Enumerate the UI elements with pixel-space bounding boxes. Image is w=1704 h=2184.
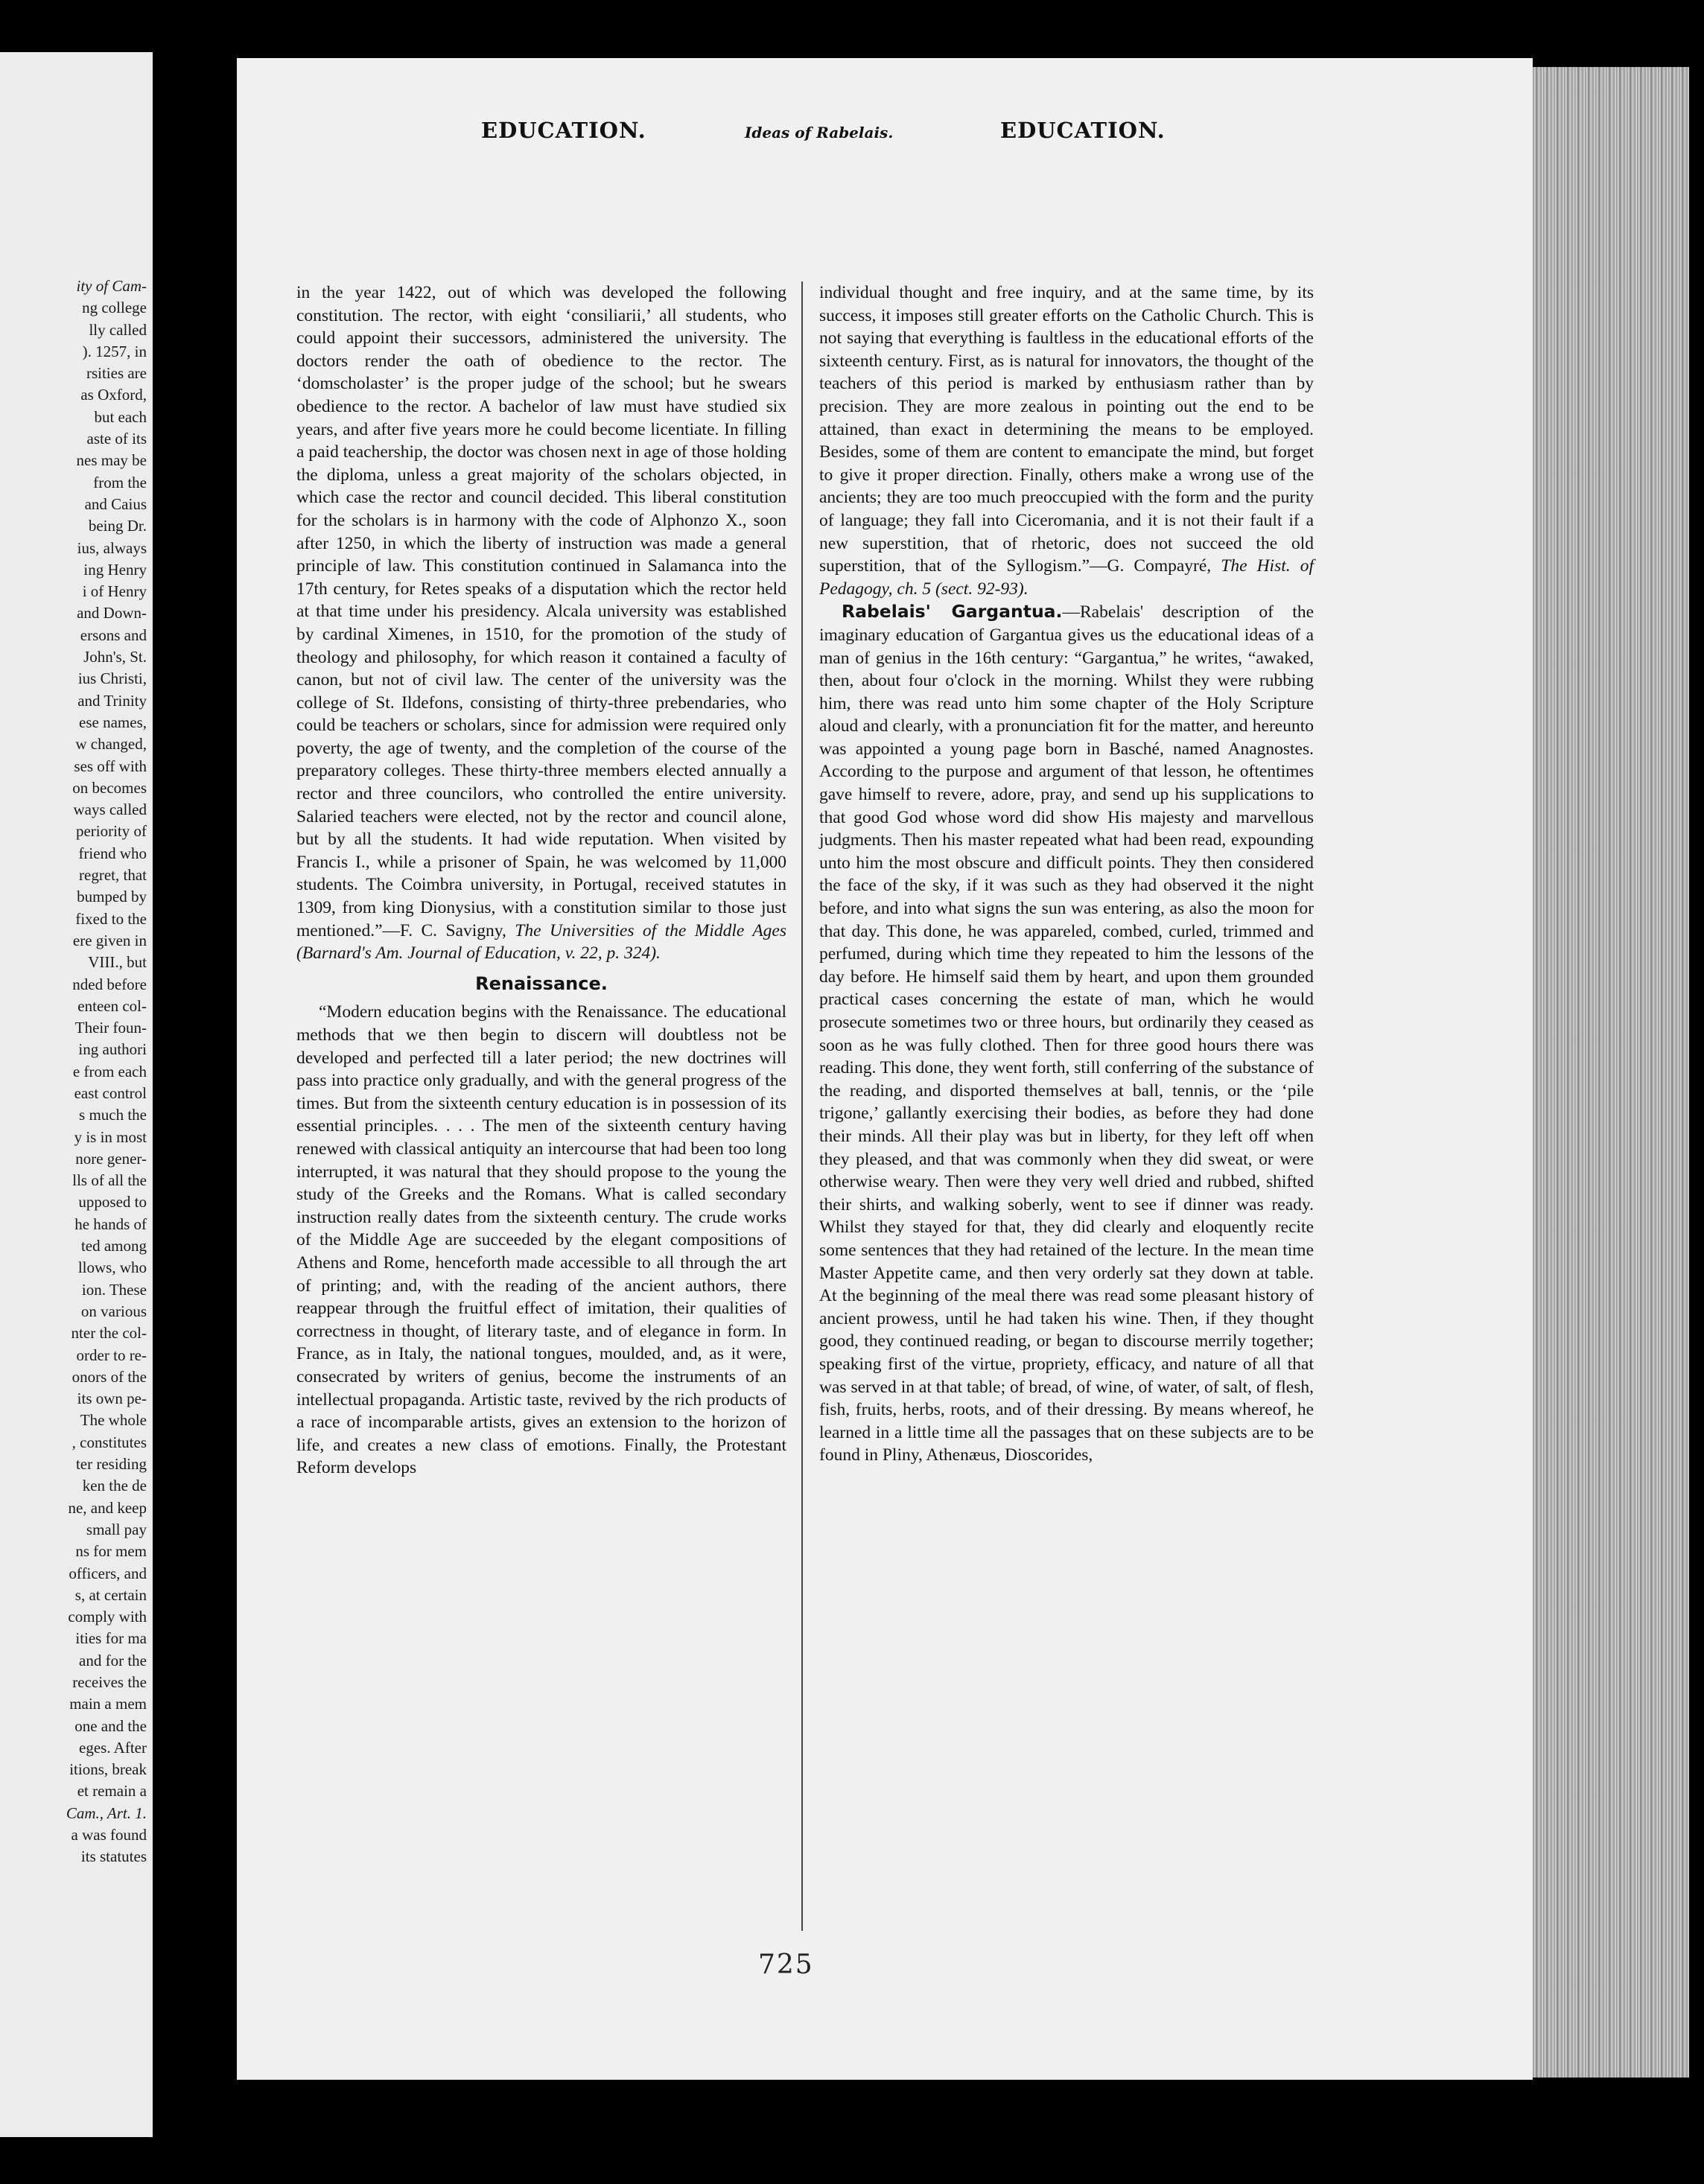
column-rule: [801, 281, 803, 1931]
paragraph-text: individual thought and free inquiry, and at the same time, by its success, it imposes still greater efforts on the Catholic Church. This is not saying that everything is faultless in the educational efforts of the sixteenth century. First, as is natural for innovators, the thought of the teachers of this period is marked by enthusiasm rather than by precision. They are more zealous in pointing out the end to be attained, than exact in determining the means to be employed. Besides, some of them are content to emancipate the mind, but forget to give it proper direction. Finally, others make a wrong use of the ancients; they are too much preoccupied with the form and the purity of language; they fall into Ciceromania, and it is not their fault if a new superstition, that of rhetoric, does not succeed the old superstition, that of the Syllogism.”—G. Compayré,: [819, 283, 1314, 576]
previous-page-line: ere given in: [72, 931, 147, 949]
previous-page-line: onors of the: [71, 1367, 147, 1386]
paragraph: [819, 281, 1314, 600]
previous-page-line: The whole: [80, 1411, 147, 1430]
citation: The Hist. of Pedagogy, ch. 5 (sect. 92-93).: [819, 556, 1314, 599]
paragraph: [296, 281, 786, 965]
previous-page-line: upposed to: [78, 1193, 147, 1212]
previous-page-line: east control: [74, 1083, 147, 1102]
previous-page-line: lls of all the: [72, 1171, 147, 1190]
previous-page-line: bumped by: [77, 888, 147, 906]
previous-page-text: [0, 276, 147, 1868]
previous-page-line: its statutes: [80, 1847, 147, 1866]
paragraph-text: —Rabelais' description of the imaginary education of Gargantua gives us the educational ideas of a man of genius in the 16th century: “Gargantua,” he writes, “awaked, then, about four o'clock in the morning. Whilst they were rubbing him, there was read unto him some chapter of the Holy Scripture aloud and clearly, with a pronunciation fit for the matter, and hereunto was appointed a young page born in Basché, named Anagnostes. According to the purpose and argument of that lesson, he oftentimes gave himself to revere, adore, pray, and send up his supplications to that good God whose word did show His majesty and marvellous judgments. Then his master repeated what had been read, expounding unto him the most obscure and difficult points. They then considered the face of the sky, if it was such as they had observed it the night before, and into what signs the sun was entering, as also the moon for that day. This done, he was appareled, combed, curled, trimmed and perfumed, during which time they repeated to him the lessons of the day before. He himself said them by heart, and upon them grounded practical cases concerning the estate of man, which he would prosecute sometimes two or three hours, but ordinarily they ceased as soon as he was fully clothed. Then for three good hours there was reading. This done, they went forth, still conferring of the substance of the reading, and disported themselves at ball, tennis, or the ‘pile trigone,’ gallantly exercising their bodies, as before they had done their minds. All their play was but in liberty, for they left off when they pleased, and that was commonly when they did sweat, or were otherwise weary. Then were they very well dried and rubbed, shifted their shirts, and walking soberly, went to see if dinner was ready. Whilst they stayed for that, they did clearly and eloquently recite some sentences that they had retained of the lecture. In the mean time Master Appetite came, and then very orderly sat they down at table. At the beginning of the meal there was read some pleasant history of ancient prowess, until he had taken his wine. Then, if they thought good, they continued reading, or began to discourse merrily together; speaking first of the virtue, propriety, efficacy, and nature of all that was served in at that table; of bread, of wine, of water, of salt, of flesh, fish, fruits, herbs, roots, and of their dressing. By means whereof, he learned in a little time all the passages that on these subjects are to be found in Pliny, Athenæus, Dioscorides,: [819, 602, 1314, 1465]
previous-page-line: ter residing: [75, 1455, 147, 1474]
previous-page-line: officers, and: [69, 1564, 147, 1582]
page-number: 725: [758, 1949, 814, 1980]
book-page: [237, 58, 1533, 2080]
previous-page-line: ing Henry: [83, 560, 147, 579]
previous-page-line: comply with: [68, 1608, 147, 1626]
previous-page-line: rsities are: [86, 364, 147, 383]
previous-page-line: ity of Cam-: [76, 277, 147, 295]
previous-page-line: ne, and keep: [68, 1498, 147, 1517]
previous-page-line: ion. These: [81, 1280, 147, 1299]
previous-page-line: ities for ma: [75, 1629, 147, 1648]
previous-page-line: ng college: [82, 299, 147, 317]
previous-page-line: small pay: [86, 1520, 147, 1538]
previous-page-line: nter the col-: [71, 1324, 147, 1343]
section-heading: Renaissance.: [475, 972, 608, 994]
previous-page-fragment: [0, 52, 153, 2137]
previous-page-line: nes may be: [76, 451, 147, 470]
previous-page-line: VIII., but: [88, 953, 147, 972]
previous-page-line: Their foun-: [74, 1019, 147, 1037]
previous-page-line: receives the: [72, 1673, 147, 1691]
previous-page-line: periority of: [75, 822, 147, 841]
previous-page-line: s much the: [79, 1106, 147, 1124]
previous-page-line: nded before: [72, 975, 147, 993]
previous-page-line: ius, always: [77, 538, 147, 557]
previous-page-line: and Trinity: [77, 691, 147, 710]
previous-page-line: w changed,: [75, 735, 147, 754]
previous-page-line: as Oxford,: [80, 386, 147, 404]
previous-page-line: and for the: [79, 1651, 147, 1669]
running-head-right: EDUCATION.: [1000, 118, 1166, 143]
previous-page-line: its own pe-: [77, 1389, 147, 1408]
previous-page-line: one and the: [74, 1716, 147, 1735]
citation: The Universities of the Middle Ages (Barnard's Am. Journal of Education, v. 22, p. 324).: [296, 920, 786, 964]
previous-page-line: ken the de: [82, 1477, 147, 1495]
previous-page-line: , constitutes: [71, 1433, 147, 1451]
paragraph: “Modern education begins with the Renaissance. The educational methods that we then begin to discern will doubtless not be developed and perfected till a later period; the new doctrines will pass into practice only gradually, and with the general progress of the times. But from the sixteenth century education is in possession of its essential principles. . . . The men of the sixteenth century having renewed with classical antiquity an intercourse that had been too long interrupted, it was natural that they should propose to the young the study of the Greeks and the Romans. What is called secondary instruction really dates from the sixteenth century. The crude works of the Middle Age are succeeded by the elegant compositions of Athens and Rome, henceforth made accessible to all through the art of printing; and, with the reading of the ancient authors, there reappear through the fruitful effect of imitation, their qualities of correctness in thought, of literary taste, and of elegance in form. In France, as in Italy, the national tongues, moulded, and, as it were, consecrated by writers of genius, become the instruments of an intellectual propaganda. Artistic taste, revived by the rich products of a race of incomparable artists, gives an extension to the horizon of life, and creates a new class of emotions. Finally, the Protestant Reform develops: [296, 1002, 786, 1478]
previous-page-line: ius Christi,: [77, 669, 147, 688]
text-column-right: [819, 281, 1314, 1467]
text-column-left: [296, 281, 786, 1480]
previous-page-line: y is in most: [74, 1127, 147, 1146]
previous-page-line: s, at certain: [74, 1585, 147, 1604]
previous-page-line: he hands of: [74, 1214, 147, 1233]
previous-page-line: e from each: [72, 1062, 147, 1080]
previous-page-line: John's, St.: [83, 648, 147, 666]
previous-page-line: ted among: [80, 1237, 147, 1255]
previous-page-line: on various: [80, 1302, 147, 1320]
previous-page-line: et remain a: [77, 1782, 147, 1801]
previous-page-line: main a mem: [69, 1695, 147, 1713]
previous-page-line: ses off with: [74, 757, 147, 775]
previous-page-line: lly called: [89, 320, 147, 339]
previous-page-line: being Dr.: [88, 517, 147, 535]
previous-page-line: nore gener-: [75, 1149, 147, 1168]
previous-page-line: enteen col-: [77, 996, 147, 1015]
previous-page-line: i of Henry: [82, 582, 147, 601]
previous-page-line: ways called: [73, 800, 147, 819]
run-in-heading: Rabelais' Gargantua.: [842, 601, 1063, 623]
previous-page-line: ns for mem: [75, 1542, 147, 1561]
previous-page-line: on becomes: [72, 778, 147, 797]
previous-page-line: a was found: [71, 1826, 147, 1844]
previous-page-line: order to re-: [76, 1346, 147, 1364]
previous-page-line: ese names,: [79, 713, 147, 731]
previous-page-line: itions, break: [69, 1760, 147, 1779]
previous-page-line: llows, who: [77, 1258, 147, 1277]
running-head-left: EDUCATION.: [481, 118, 646, 143]
previous-page-line: ing authori: [78, 1040, 147, 1059]
running-head-center: Ideas of Rabelais.: [745, 124, 894, 141]
previous-page-line: and Caius: [84, 494, 147, 513]
previous-page-line: ). 1257, in: [82, 342, 147, 360]
previous-page-line: regret, that: [79, 866, 147, 885]
previous-page-line: and Down-: [77, 604, 147, 623]
previous-page-line: but each: [94, 407, 147, 426]
previous-page-line: eges. After: [79, 1738, 147, 1757]
previous-page-line: aste of its: [86, 430, 147, 448]
previous-page-line: Cam., Art. 1.: [66, 1803, 147, 1822]
previous-page-line: ersons and: [80, 625, 147, 644]
paragraph-text: in the year 1422, out of which was developed the following constitution. The rector, with eight ‘consiliarii,’ all students, who could appoint their successors, administered the university. The doctors render the oath of obedience to the rector. The ‘domscholaster’ is the proper judge of the school; but he swears obedience to the rector. A bachelor of law must have studied six years, and after five years more he could become licentiate. In filling a paid teachership, the doctor was chosen next in age of those holding the diploma, unless a great majority of the scholars objected, in which case the rector and council decided. This liberal constitution for the scholars is in harmony with the code of Alphonzo X., soon after 1250, in which the liberty of instruction was made a general principle of law. This constitution continued in Salamanca into the 17th century, for Retes speaks of a disputation which the rector held at that time under his presidency. Alcala university was established by cardinal Ximenes, in 1510, for the promotion of the study of theology and philosophy, for which reason it contained a faculty of canon, but not of civil law. The center of the university was the college of St. Ildefons, consisting of thirty-three prebendaries, who could be teachers or scholars, since for admission were required only poverty, the age of twenty, and the completion of the course of the preparatory colleges. These thirty-three members elected annually a rector and three councilors, who controlled the entire university. Salaried teachers were elected, not by the rector and council alone, but by all the students. It had wide reputation. When visited by Francis I., while a prisoner of Spain, he was welcomed by 11,000 students. The Coimbra university, in Portugal, received statutes in 1309, from king Dionysius, with a constitution similar to those just mentioned.”—F. C. Savigny,: [296, 283, 786, 940]
paragraph: [819, 600, 1314, 1467]
previous-page-line: from the: [93, 473, 147, 491]
page-edge-stack: [1533, 67, 1689, 2078]
previous-page-line: friend who: [78, 844, 147, 862]
previous-page-line: fixed to the: [75, 909, 147, 928]
